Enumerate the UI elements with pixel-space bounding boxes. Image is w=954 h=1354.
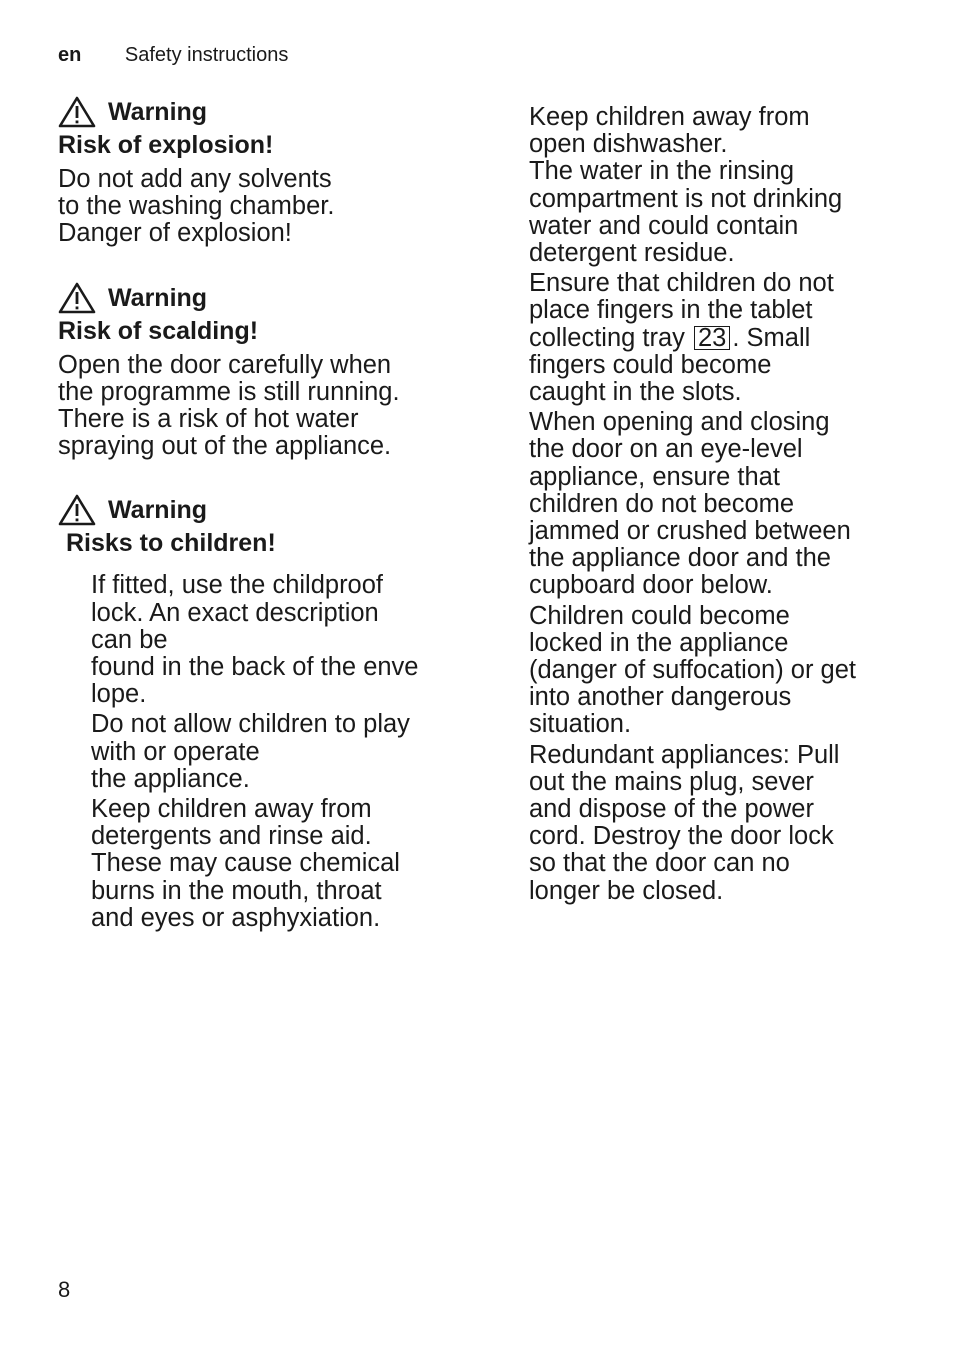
paragraph: Do not allow children to play with or operate the appliance.	[91, 710, 410, 793]
paragraph: Keep children away from open dishwasher. The water in the rinsing compartment is not drinking water and could contain detergent residue.	[529, 103, 843, 268]
warning-text: Open the door carefully when the programme is still running. There is a risk of hot water spraying out of the appliance.	[58, 350, 400, 461]
warning-children	[58, 494, 478, 932]
item-reference-23: 23	[694, 326, 730, 350]
warning-label: Warning	[108, 98, 208, 126]
paragraph: Keep children away from detergents and rinse aid. These may cause chemical burns in the mouth, throat and eyes or asphyxiation.	[91, 795, 400, 932]
page-number: 8	[58, 1277, 71, 1302]
paragraph: If fitted, use the childproof lock. An exact description can be found in the back of the enve lope.	[91, 571, 419, 709]
warning-title: Risks to children!	[66, 529, 276, 558]
left-column	[58, 96, 478, 935]
right-column	[529, 104, 929, 908]
warning-title: Risk of explosion!	[58, 131, 274, 159]
warning-title: Risk of scalding!	[58, 316, 259, 345]
paragraph: Redundant appliances: Pull out the mains plug, sever and dispose of the power cord. Destroy the door lock so that the door can no longer be closed.	[529, 740, 840, 905]
warning-triangle-icon	[58, 494, 96, 526]
warning-explosion	[58, 96, 478, 248]
warning-triangle-icon	[58, 282, 96, 314]
paragraph: Children could become locked in the appliance (danger of suffocation) or get into another dangerous situation.	[529, 601, 856, 739]
warning-scalding	[58, 282, 478, 461]
page-header	[58, 44, 288, 67]
warning-label: Warning	[108, 496, 208, 525]
warning-triangle-icon	[58, 96, 96, 128]
paragraph: Ensure that children do not place fingers in the tablet collecting tray 23 . Small fingers could become caught in the slots.	[529, 270, 929, 406]
language-code: en	[58, 44, 82, 66]
warning-label: Warning	[108, 283, 208, 312]
section-title: Safety instructions	[124, 44, 289, 66]
warning-text: Do not add any solvents to the washing chamber. Danger of explosion!	[58, 165, 335, 248]
tray-line: collecting tray 23 . Small	[529, 323, 811, 352]
warning-text	[58, 572, 478, 932]
paragraph: When opening and closing the door on an eye-level appliance, ensure that children do not become jammed or crushed between the appliance door and the cupboard door below.	[529, 408, 851, 600]
